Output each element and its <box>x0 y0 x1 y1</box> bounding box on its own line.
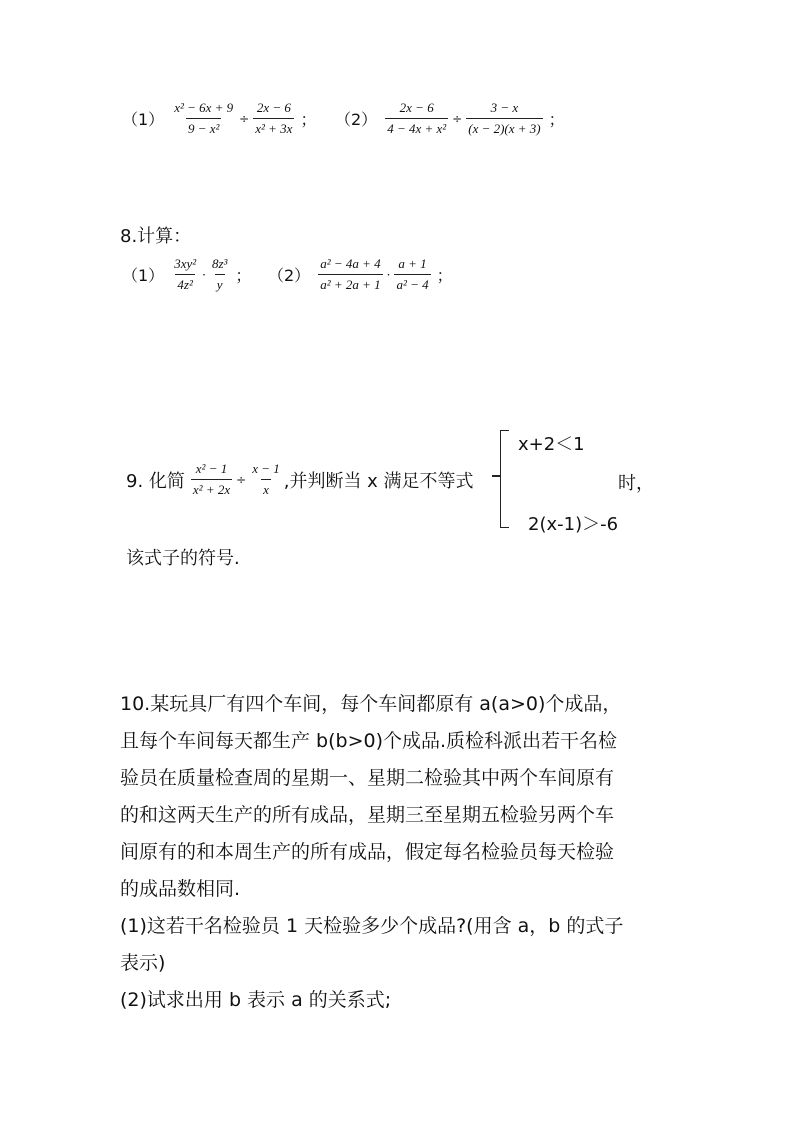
problem10-line: 10.某玩具厂有四个车间，每个车间都原有 a(a>0)个成品， <box>120 693 622 715</box>
semicolon: ； <box>436 266 453 286</box>
fraction <box>385 100 448 138</box>
problem7-part1 <box>122 100 316 138</box>
inequality-2: 2(x-1)＞-6 <box>528 514 619 535</box>
problem9-statement <box>126 461 474 499</box>
problem10-line: 表示) <box>120 952 166 974</box>
multiply-dot: · <box>202 267 206 282</box>
denominator: y <box>215 274 225 293</box>
denominator: x² + 3x <box>253 118 294 137</box>
problem8-heading: 8.计算： <box>120 226 192 247</box>
divide-sign: ÷ <box>236 472 247 487</box>
problem7-part2 <box>335 100 565 138</box>
problem9-prefix: 9. 化简 <box>126 470 185 492</box>
semicolon: ； <box>235 266 252 286</box>
problem8-part2 <box>268 256 453 294</box>
numerator: a + 1 <box>398 256 427 271</box>
problem10 <box>120 686 680 1019</box>
semicolon: ； <box>300 110 317 130</box>
semicolon: ； <box>548 110 565 130</box>
denominator: x² + 2x <box>191 479 232 498</box>
problem10-line: 的成品数相同. <box>120 878 241 900</box>
problem10-line: (1)这若干名检验员 1 天检验多少个成品?(用含 a，b 的式子 <box>120 915 624 937</box>
problem10-line: 且每个车间每天都生产 b(b>0)个成品.质检科派出若干名检 <box>120 730 618 752</box>
fraction <box>172 256 198 294</box>
numerator: 2x − 6 <box>399 100 434 115</box>
fraction <box>466 100 542 138</box>
part-label: （2） <box>268 266 311 286</box>
denominator: x <box>261 479 271 498</box>
fraction <box>318 256 382 294</box>
denominator: a² − 4 <box>394 274 430 293</box>
fraction <box>191 461 232 499</box>
fraction <box>250 461 282 499</box>
fraction <box>253 100 294 138</box>
numerator: 8z³ <box>211 256 228 271</box>
part-label: （2） <box>335 110 378 130</box>
problem10-line: 的和这两天生产的所有成品，星期三至星期五检验另两个车 <box>120 804 615 826</box>
part-label: （1） <box>122 266 165 286</box>
problem9-tail: 该式子的符号. <box>126 548 240 569</box>
problem9-mid-text: ,并判断当 x 满足不等式 <box>283 470 474 492</box>
fraction <box>172 100 235 138</box>
numerator: x² − 1 <box>195 461 228 476</box>
problem10-line: 验员在质量检查周的星期一、星期二检验其中两个车间原有 <box>120 767 615 789</box>
problem10-line: (2)试求出用 b 表示 a 的关系式; <box>120 989 392 1011</box>
fraction <box>394 256 430 294</box>
numerator: 2x − 6 <box>256 100 291 115</box>
numerator: x² − 6x + 9 <box>174 100 234 115</box>
divide-sign: ÷ <box>452 111 463 126</box>
multiply-dot: · <box>386 267 391 282</box>
inequality-brace <box>500 430 509 528</box>
denominator: 4 − 4x + x² <box>385 118 448 137</box>
denominator: a² + 2a + 1 <box>318 274 382 293</box>
inequality-1: x+2＜1 <box>518 434 585 455</box>
problem10-line: 间原有的和本周生产的所有成品，假定每名检验员每天检验 <box>120 841 615 863</box>
denominator: (x − 2)(x + 3) <box>466 118 542 137</box>
numerator: 3 − x <box>490 100 519 115</box>
part-label: （1） <box>122 110 165 130</box>
problem9-when: 时， <box>618 473 654 494</box>
numerator: 3xy² <box>174 256 197 271</box>
divide-sign: ÷ <box>239 111 250 126</box>
denominator: 4z² <box>175 274 194 293</box>
denominator: 9 − x² <box>186 118 221 137</box>
fraction <box>210 256 229 294</box>
numerator: a² − 4a + 4 <box>320 256 381 271</box>
problem8-part1 <box>122 256 251 294</box>
numerator: x − 1 <box>252 461 280 476</box>
